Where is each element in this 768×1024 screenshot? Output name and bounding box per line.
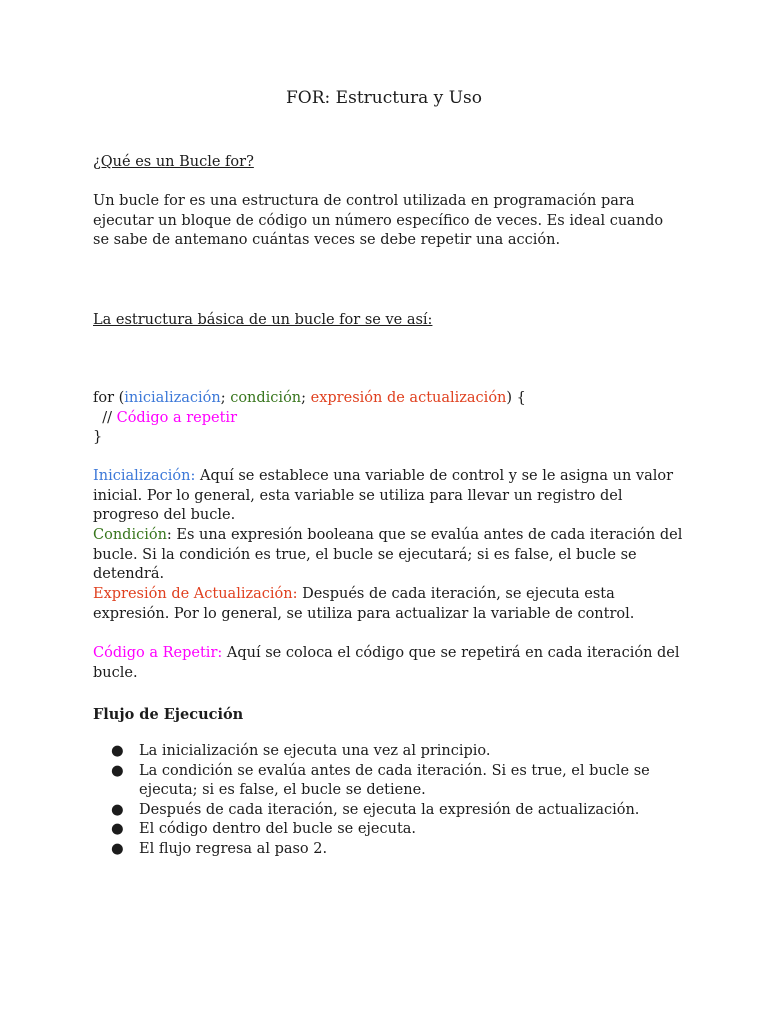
section-heading-execution-flow: Flujo de Ejecución: [93, 706, 244, 723]
code-cond: condición: [230, 390, 302, 406]
document-title: FOR: Estructura y Uso: [286, 88, 482, 108]
bullet-icon: ●: [111, 762, 124, 779]
code-init: inicialización: [124, 390, 221, 406]
definition-initialization: [93, 467, 683, 526]
bullet-icon: ●: [111, 821, 124, 838]
list-item-text: La inicialización se ejecuta una vez al principio.: [139, 743, 491, 759]
definition-text: Después de cada iteración, se ejecuta esta expresión. Por lo general, se utiliza para actualizar la variable de control.: [93, 586, 635, 622]
list-item: [93, 840, 683, 860]
section-heading-basic-structure: La estructura básica de un bucle for se ve así:: [93, 312, 433, 328]
list-item-text: El flujo regresa al paso 2.: [139, 840, 328, 857]
bullet-icon: ●: [111, 801, 124, 818]
list-item: [93, 742, 683, 762]
list-item: [93, 762, 683, 801]
definition-text: : Es una expresión booleana que se evalúa antes de cada iteración del bucle. Si la condición es true, el bucle se ejecutará; si es false, el bucle se detendrá.: [93, 527, 683, 583]
code-body: Código a repetir: [116, 409, 237, 426]
code-line-for: [93, 389, 683, 409]
list-item: [93, 801, 683, 821]
definition-term: Código a Repetir:: [93, 645, 223, 661]
code-comment-prefix: //: [93, 409, 117, 426]
definition-term: Expresión de Actualización:: [93, 586, 298, 602]
code-sep2: ;: [301, 390, 311, 406]
definition-update-expression: [93, 585, 683, 624]
definition-term: Inicialización:: [93, 468, 196, 484]
bullet-icon: ●: [111, 743, 124, 759]
bullet-icon: ●: [111, 840, 124, 857]
definition-text: Aquí se establece una variable de control y se le asigna un valor inicial. Por lo general, esta variable se utiliza para llevar un registro del progreso del bucle.: [93, 468, 674, 524]
code-update: expresión de actualización: [310, 390, 507, 406]
code-line-comment: [93, 409, 683, 429]
definition-term: Condición: [93, 527, 167, 543]
list-item-text: Después de cada iteración, se ejecuta la expresión de actualización.: [139, 801, 640, 818]
code-close: ) {: [506, 390, 526, 406]
execution-flow-list: [93, 742, 683, 860]
definition-code-to-repeat: [93, 644, 683, 683]
intro-paragraph: Un bucle for es una estructura de control utilizada en programación para ejecutar un bloque de código un número específico de veces. Es ideal cuando se sabe de antemano cuántas veces se debe repetir una acción.: [93, 193, 664, 249]
definition-condition: [93, 526, 683, 585]
code-line-end: }: [93, 429, 103, 446]
section-heading-what-is-for: ¿Qué es un Bucle for?: [93, 154, 254, 170]
code-example: [93, 389, 683, 448]
definition-text: Aquí se coloca el código que se repetirá en cada iteración del bucle.: [93, 645, 680, 681]
code-sep1: ;: [220, 390, 231, 406]
list-item: [93, 820, 683, 840]
list-item-text: El código dentro del bucle se ejecuta.: [139, 821, 417, 838]
list-item-text: La condición se evalúa antes de cada iteración. Si es true, el bucle se ejecuta; si es false, el bucle se detiene.: [139, 762, 650, 799]
code-for-prefix: for (: [93, 390, 125, 406]
